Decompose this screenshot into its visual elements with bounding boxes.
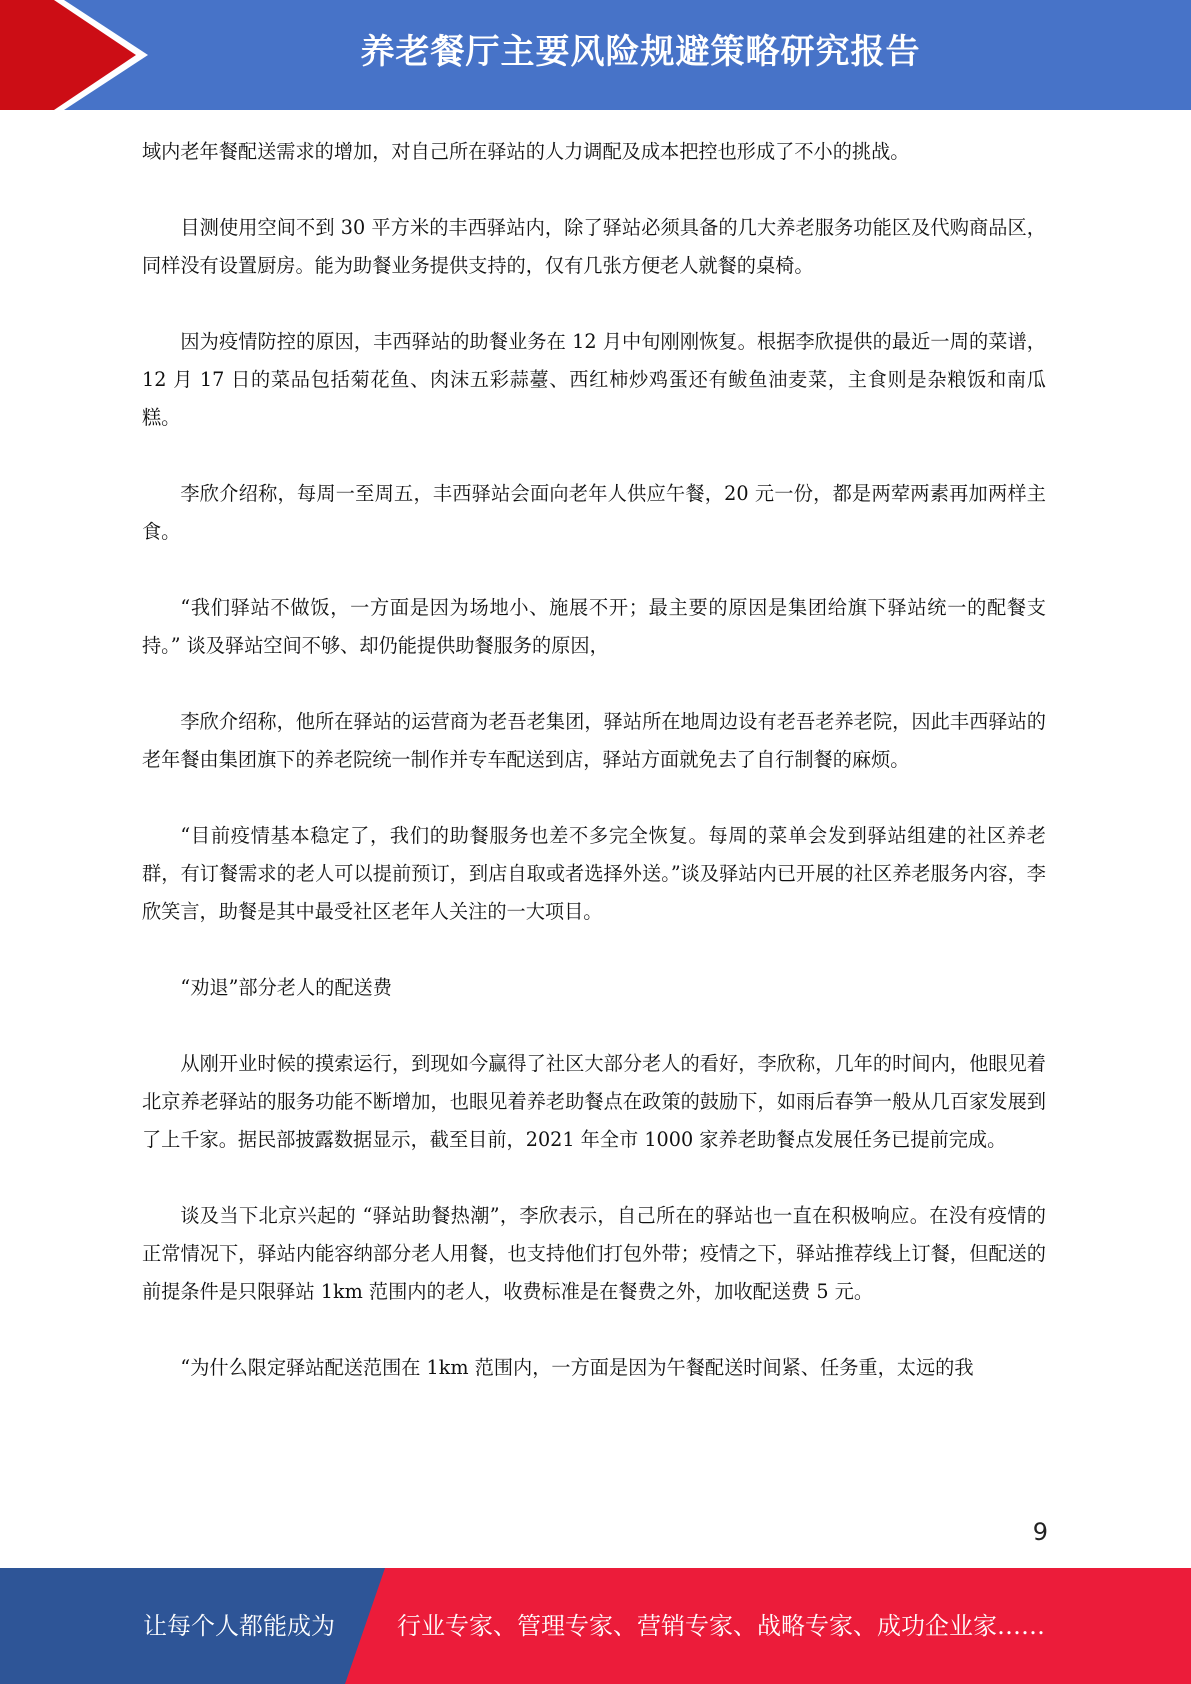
footer-slogan-right: 行业专家、管理专家、营销专家、战略专家、成功企业家…… xyxy=(397,1612,1045,1640)
paragraph: 域内老年餐配送需求的增加，对自己所在驿站的人力调配及成本把控也形成了不小的挑战。 xyxy=(142,140,910,163)
footer-slogan-left: 让每个人都能成为 xyxy=(143,1612,335,1640)
paragraph: “为什么限定驿站配送范围在 1km 范围内，一方面是因为午餐配送时间紧、任务重，太远的我 xyxy=(180,1356,974,1379)
paragraph: 目测使用空间不到 30 平方米的丰西驿站内，除了驿站必须具备的几大养老服务功能区及代购商品区，同样没有设置厨房。能为助餐业务提供支持的，仅有几张方便老人就餐的桌椅。 xyxy=(142,216,1046,277)
page-header xyxy=(0,0,1191,110)
article-body xyxy=(142,133,1046,1387)
page-number: 9 xyxy=(1032,1518,1048,1546)
paragraph: 从刚开业时候的摸索运行，到现如今赢得了社区大部分老人的看好，李欣称，几年的时间内，他眼见着北京养老驿站的服务功能不断增加，也眼见着养老助餐点在政策的鼓励下，如雨后春笋一般从几百家发展到了上千家。据民部披露数据显示，截至目前，2021 年全市 1000 家养老助餐点发展任务已提前完成。 xyxy=(142,1052,1046,1151)
paragraph: 因为疫情防控的原因，丰西驿站的助餐业务在 12 月中旬刚刚恢复。根据李欣提供的最近一周的菜谱，12 月 17 日的菜品包括菊花鱼、肉沫五彩蒜薹、西红柿炒鸡蛋还有鲅鱼油麦菜，主食则是杂粮饭和南瓜糕。 xyxy=(142,330,1046,429)
page-footer xyxy=(0,1568,1191,1684)
paragraph: “我们驿站不做饭，一方面是因为场地小、施展不开；最主要的原因是集团给旗下驿站统一的配餐支持。” 谈及驿站空间不够、却仍能提供助餐服务的原因， xyxy=(142,596,1046,657)
section-subheading: “劝退”部分老人的配送费 xyxy=(180,976,392,999)
paragraph: 李欣介绍称，他所在驿站的运营商为老吾老集团，驿站所在地周边设有老吾老养老院，因此丰西驿站的老年餐由集团旗下的养老院统一制作并专车配送到店，驿站方面就免去了自行制餐的麻烦。 xyxy=(142,710,1046,771)
paragraph: 李欣介绍称，每周一至周五，丰西驿站会面向老年人供应午餐，20 元一份，都是两荤两素再加两样主食。 xyxy=(142,482,1046,543)
report-title: 养老餐厅主要风险规避策略研究报告 xyxy=(360,32,921,72)
paragraph: “目前疫情基本稳定了，我们的助餐服务也差不多完全恢复。每周的菜单会发到驿站组建的社区养老群，有订餐需求的老人可以提前预订，到店自取或者选择外送。”谈及驿站内已开展的社区养老服务内容，李欣笑言，助餐是其中最受社区老年人关注的一大项目。 xyxy=(142,824,1046,923)
paragraph: 谈及当下北京兴起的 “驿站助餐热潮”，李欣表示，自己所在的驿站也一直在积极响应。在没有疫情的正常情况下，驿站内能容纳部分老人用餐，也支持他们打包外带；疫情之下，驿站推荐线上订餐，但配送的前提条件是只限驿站 1km 范围内的老人，收费标准是在餐费之外，加收配送费 5 元。 xyxy=(142,1204,1046,1303)
chevron-arrow-icon xyxy=(0,0,160,110)
